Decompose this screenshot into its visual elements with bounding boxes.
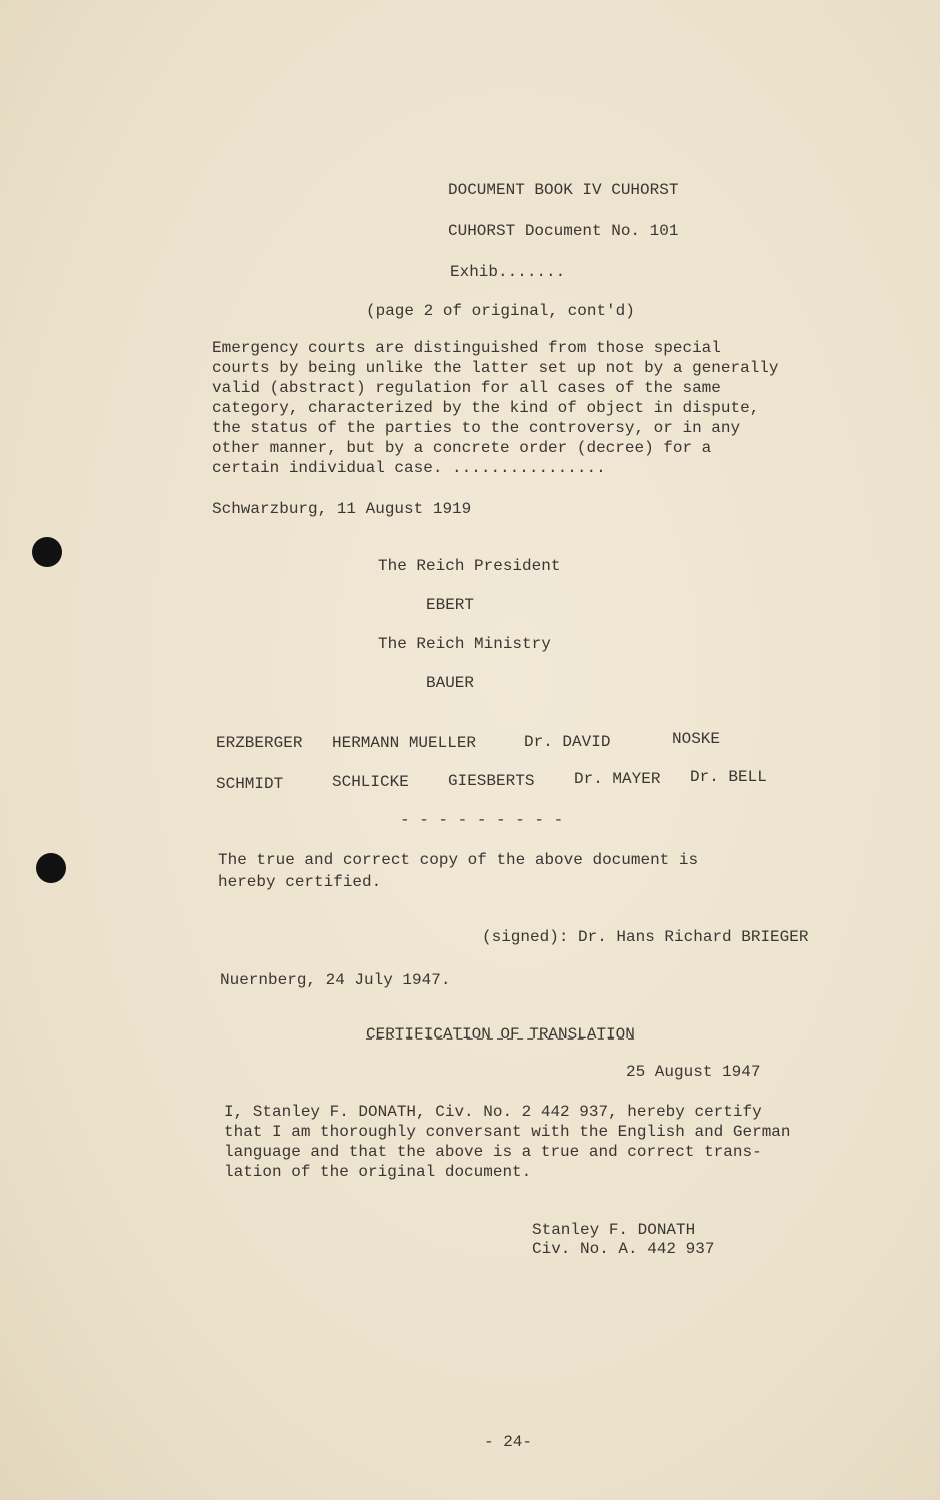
translation-certification-heading: CERTIFICATION OF TRANSLATION	[366, 1025, 635, 1043]
copy-certification-signed: (signed): Dr. Hans Richard BRIEGER	[482, 928, 809, 946]
minister-name: NOSKE	[672, 730, 721, 748]
punch-hole-bottom	[36, 853, 66, 883]
translation-certification-date: 25 August 1947	[626, 1063, 761, 1081]
page-number: - 24-	[484, 1433, 533, 1451]
place-date-1919: Schwarzburg, 11 August 1919	[212, 500, 472, 518]
copy-certification-place-date: Nuernberg, 24 July 1947.	[220, 971, 451, 989]
minister-name: Dr. DAVID	[524, 733, 611, 751]
minister-name: HERMANN MUELLER	[332, 734, 477, 752]
president-title: The Reich President	[378, 557, 561, 575]
ministry-name: BAUER	[426, 674, 475, 692]
document-number-label: CUHORST Document No. 101	[448, 222, 679, 240]
president-name: EBERT	[426, 596, 475, 614]
minister-name: Dr. MAYER	[574, 770, 661, 788]
punch-hole-top	[32, 537, 62, 567]
minister-name: SCHLICKE	[332, 773, 409, 791]
page-note: (page 2 of original, cont'd)	[366, 302, 635, 320]
minister-name: GIESBERTS	[448, 772, 535, 790]
exhibit-label: Exhib.......	[450, 263, 566, 281]
translator-name: Stanley F. DONATH	[532, 1221, 696, 1239]
copy-certification-text: The true and correct copy of the above document is hereby certified.	[218, 851, 699, 891]
minister-name: Dr. BELL	[690, 768, 767, 786]
body-paragraph: Emergency courts are distinguished from those special courts by being unlike the latter set up not by a generally valid (abstract) regulation for all cases of the same category, characterized by the kind of object in dispute, the status of the parties to the controversy, or in any other manner, but by a concrete order (decree) for a certain individual case. ................	[212, 339, 779, 477]
minister-name: SCHMIDT	[216, 775, 284, 793]
minister-name: ERZBERGER	[216, 734, 303, 752]
document-book-label: DOCUMENT BOOK IV CUHORST	[448, 181, 679, 199]
ministry-title: The Reich Ministry	[378, 635, 551, 653]
translator-civ-no: Civ. No. A. 442 937	[532, 1240, 715, 1258]
translation-certification-text: I, Stanley F. DONATH, Civ. No. 2 442 937, hereby certify that I am thoroughly conversant with the English and German language and that the above is a true and correct trans- lation of the original document.	[224, 1103, 791, 1181]
section-divider: - - - - - - - - -	[400, 811, 564, 829]
